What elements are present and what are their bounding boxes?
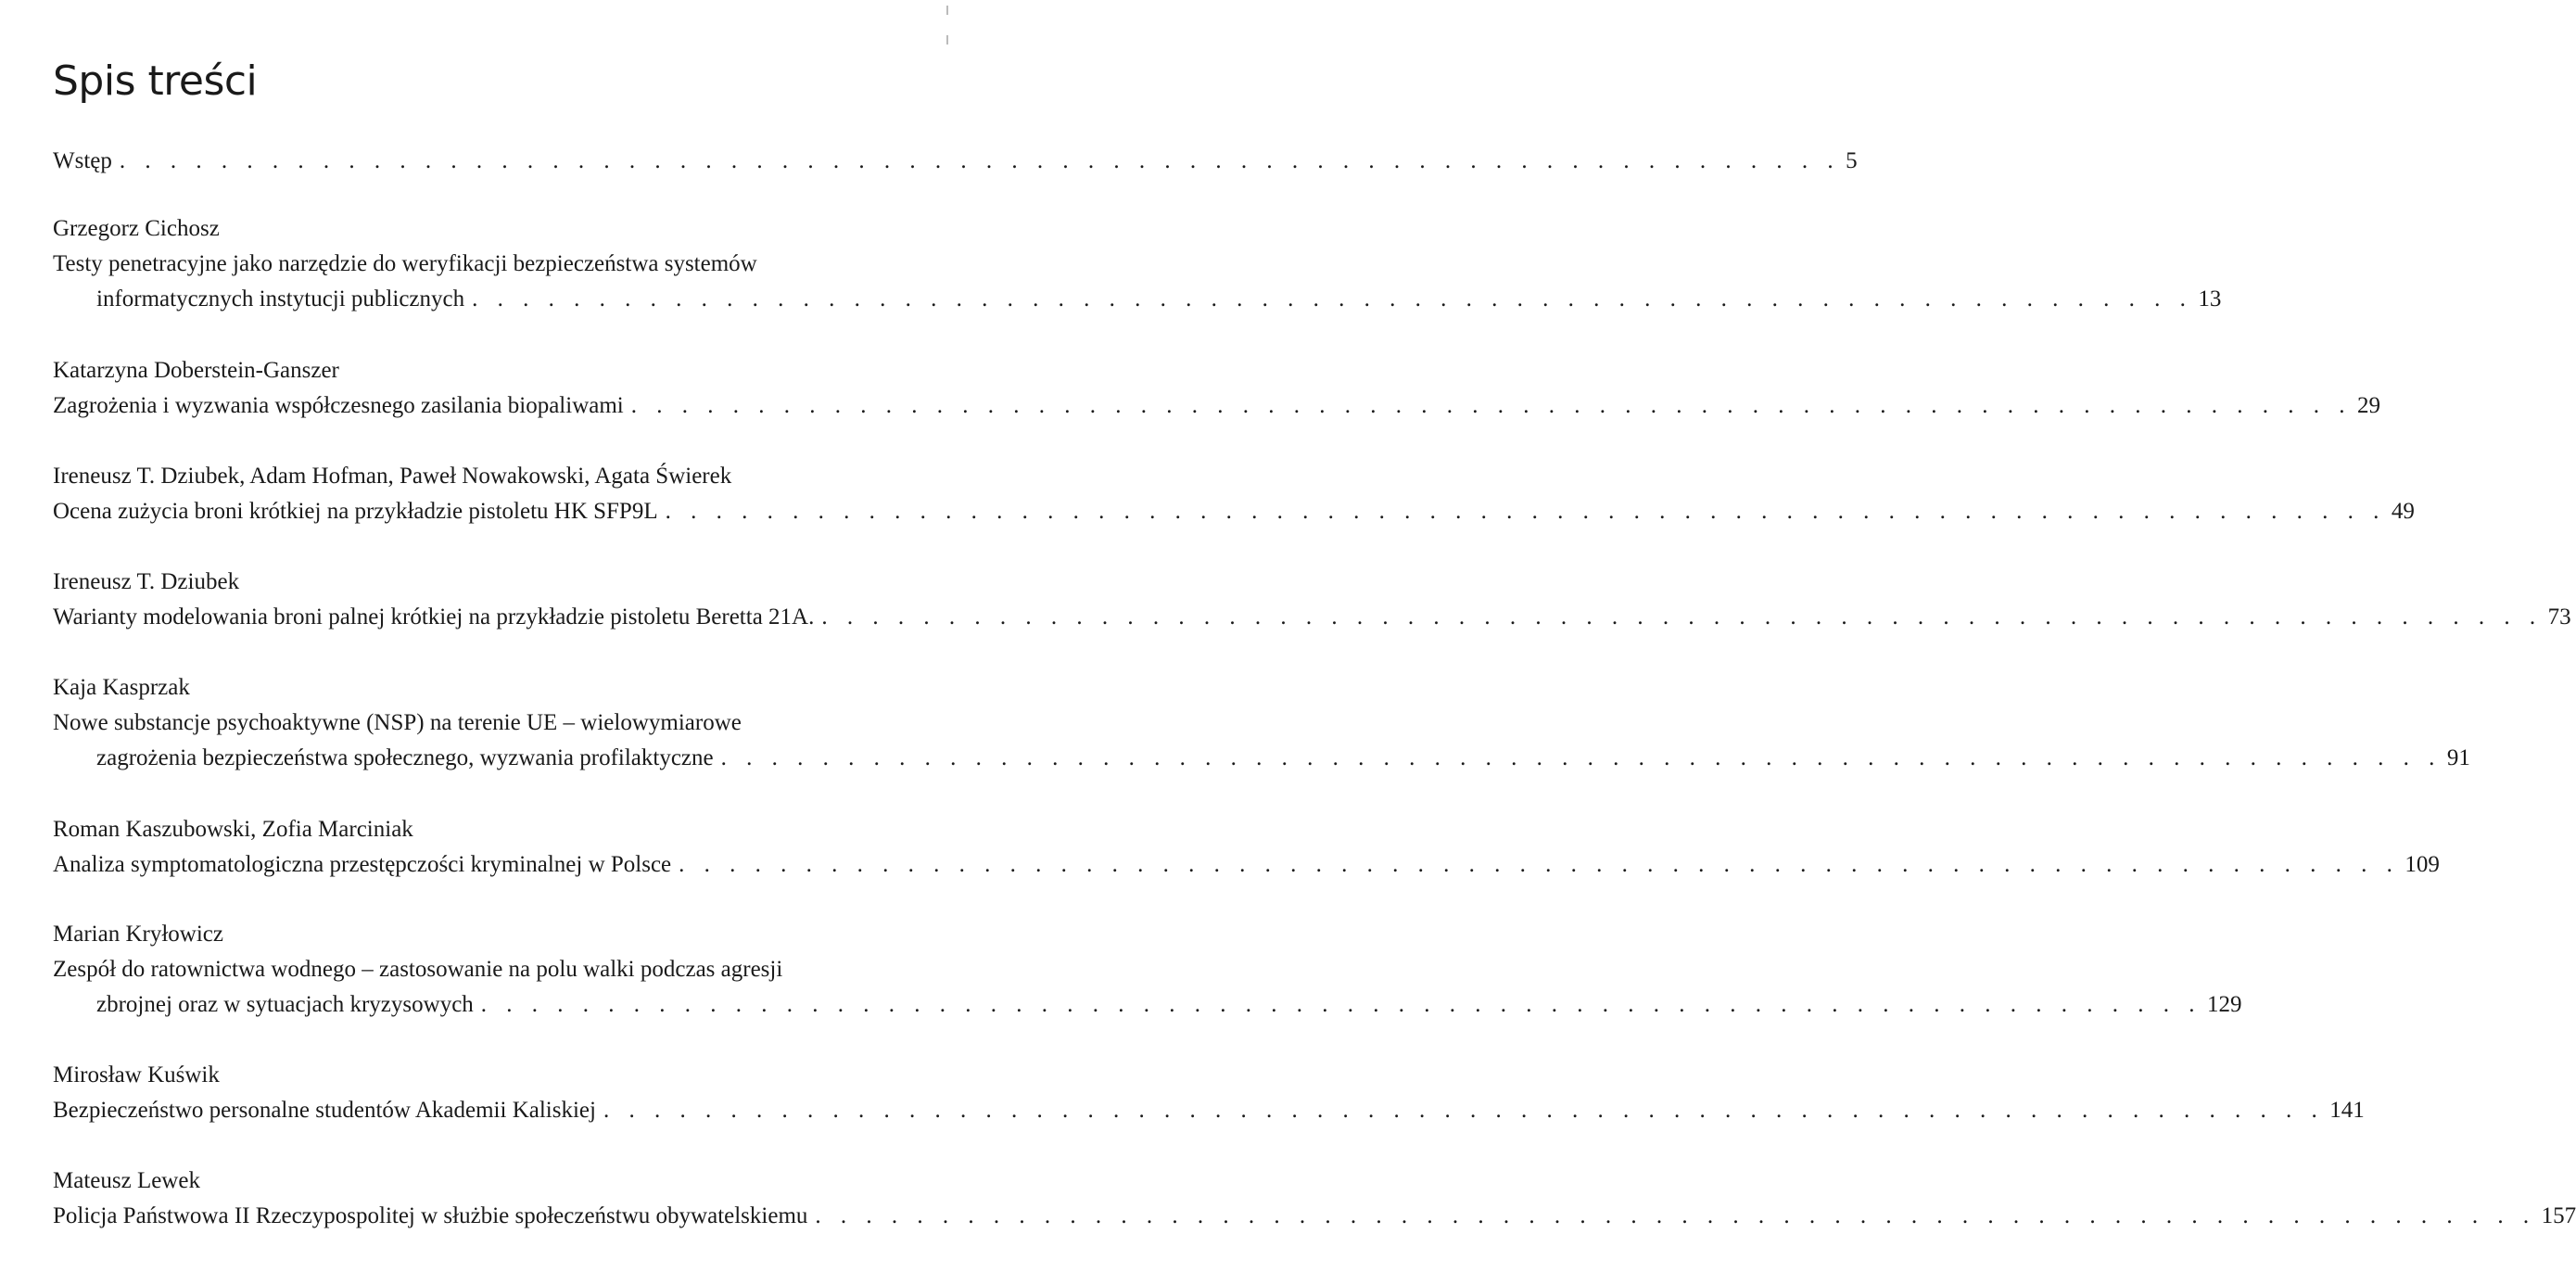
toc-entry-page-number: 157 (2541, 1203, 2576, 1228)
toc-entry-page-number: 29 (2357, 393, 2380, 418)
toc-entry-authors: Mirosław Kuświk (53, 1062, 220, 1088)
toc-entry-title: Nowe substancje psychoaktywne (NSP) na terenie UE – wielowymiarowe (53, 710, 742, 735)
scan-mark (946, 35, 948, 45)
toc-entry (53, 1164, 2576, 1234)
toc-entry (53, 353, 2380, 424)
toc-entry-page-number: 73 (2547, 604, 2571, 630)
dot-leader: . . . . . . . . . . . . . . . . . . . . . . . . . . . . . . . . . . . . . . . . . . . . . . . . . . . . . . . . . . . . . . . . . . . . (119, 148, 1841, 173)
toc-entry-authors: Mateusz Lewek (53, 1168, 200, 1193)
toc-entry-title: Warianty modelowania broni palnej krótkiej na przykładzie pistoletu Beretta 21A. (53, 604, 815, 630)
toc-entry-title: zbrojnej oraz w sytuacjach kryzysowych (96, 992, 474, 1017)
toc-entry-page-number: 141 (2329, 1098, 2365, 1123)
toc-entry-authors: Kaja Kasprzak (53, 675, 190, 700)
toc-entry-title-line (53, 847, 2440, 883)
dot-leader: . . . . . . . . . . . . . . . . . . . . . . . . . . . . . . . . . . . . . . . . . . . . . . . . . . . . . . . . . . . . . . . . . . . . (720, 745, 2442, 770)
scan-mark (946, 6, 948, 15)
page-title: Spis treści (53, 57, 258, 105)
toc-entry-title-line (53, 741, 2470, 776)
toc-entry-title: Policja Państwowa II Rzeczypospolitej w służbie społeczeństwu obywatelskiemu (53, 1203, 808, 1228)
dot-leader: . . . . . . . . . . . . . . . . . . . . . . . . . . . . . . . . . . . . . . . . . . . . . . . . . . . . . . . . . . . . . . . . . . . . (480, 992, 2202, 1017)
dot-leader: . . . . . . . . . . . . . . . . . . . . . . . . . . . . . . . . . . . . . . . . . . . . . . . . . . . . . . . . . . . . . . . . . . . . (815, 1203, 2536, 1228)
toc-entry-title-line (53, 144, 1858, 179)
toc-entry-authors: Ireneusz T. Dziubek, Adam Hofman, Paweł Nowakowski, Agata Świerek (53, 464, 732, 489)
toc-entry (53, 211, 2222, 317)
toc-entry-page-number: 129 (2207, 992, 2242, 1017)
toc-entry-title-line (53, 1199, 2576, 1234)
toc-entry-title: Zagrożenia i wyzwania współczesnego zasilania biopaliwami (53, 393, 624, 418)
toc-entry (53, 917, 2242, 1023)
toc-entry-title-line (53, 952, 1000, 987)
toc-entry-title-line (53, 987, 2242, 1023)
toc-entry-authors: Katarzyna Doberstein-Ganszer (53, 358, 339, 383)
toc-entry (53, 670, 2470, 776)
toc-entry-title: informatycznych instytucji publicznych (96, 286, 465, 312)
toc-entry-title-line (53, 494, 2415, 529)
toc-entry-title-line (53, 247, 1000, 282)
dot-leader: . . . . . . . . . . . . . . . . . . . . . . . . . . . . . . . . . . . . . . . . . . . . . . . . . . . . . . . . . . . . . . . . . . . . (630, 393, 2352, 418)
toc-entry-title: Testy penetracyjne jako narzędzie do weryfikacji bezpieczeństwa systemów (53, 251, 757, 276)
toc-entry-title-line (53, 388, 2380, 424)
toc-entry-title: Bezpieczeństwo personalne studentów Akademii Kaliskiej (53, 1098, 596, 1123)
toc-entry-title: Wstęp (53, 148, 112, 173)
toc-entry-page-number: 109 (2405, 852, 2440, 877)
dot-leader: . . . . . . . . . . . . . . . . . . . . . . . . . . . . . . . . . . . . . . . . . . . . . . . . . . . . . . . . . . . . . . . . . . . . (665, 499, 2386, 524)
toc-entry (53, 812, 2440, 883)
toc-entry-authors: Grzegorz Cichosz (53, 216, 220, 241)
toc-entry-title-line (53, 600, 2571, 635)
toc-entry (53, 144, 1858, 179)
toc-entry-authors: Marian Kryłowicz (53, 922, 223, 947)
toc-entry-title-line (53, 706, 1000, 741)
dot-leader: . . . . . . . . . . . . . . . . . . . . . . . . . . . . . . . . . . . . . . . . . . . . . . . . . . . . . . . . . . . . . . . . . . . . (679, 852, 2400, 877)
toc-entry-title-line (53, 1093, 2365, 1128)
toc-entry-title: Zespół do ratownictwa wodnego – zastosowanie na polu walki podczas agresji (53, 957, 783, 982)
toc-entry-page-number: 5 (1846, 148, 1858, 173)
toc-entry-title: zagrożenia bezpieczeństwa społecznego, wyzwania profilaktyczne (96, 745, 714, 770)
toc-entry-title: Ocena zużycia broni krótkiej na przykładzie pistoletu HK SFP9L (53, 499, 658, 524)
toc-entry (53, 459, 2415, 529)
dot-leader: . . . . . . . . . . . . . . . . . . . . . . . . . . . . . . . . . . . . . . . . . . . . . . . . . . . . . . . . . . . . . . . . . . . . (603, 1098, 2325, 1123)
toc-entry-page-number: 91 (2446, 745, 2470, 770)
toc-entry-page-number: 49 (2391, 499, 2415, 524)
toc-entry-authors: Roman Kaszubowski, Zofia Marciniak (53, 817, 413, 842)
toc-entry-title: Analiza symptomatologiczna przestępczości kryminalnej w Polsce (53, 852, 672, 877)
dot-leader: . . . . . . . . . . . . . . . . . . . . . . . . . . . . . . . . . . . . . . . . . . . . . . . . . . . . . . . . . . . . . . . . . . . . (821, 604, 2543, 630)
dot-leader: . . . . . . . . . . . . . . . . . . . . . . . . . . . . . . . . . . . . . . . . . . . . . . . . . . . . . . . . . . . . . . . . . . . . (472, 286, 2193, 312)
toc-entry (53, 565, 2571, 635)
toc-entry (53, 1058, 2365, 1128)
toc-entry-authors: Ireneusz T. Dziubek (53, 569, 240, 594)
toc-entry-title-line (53, 282, 2222, 317)
toc-entry-page-number: 13 (2198, 286, 2222, 312)
